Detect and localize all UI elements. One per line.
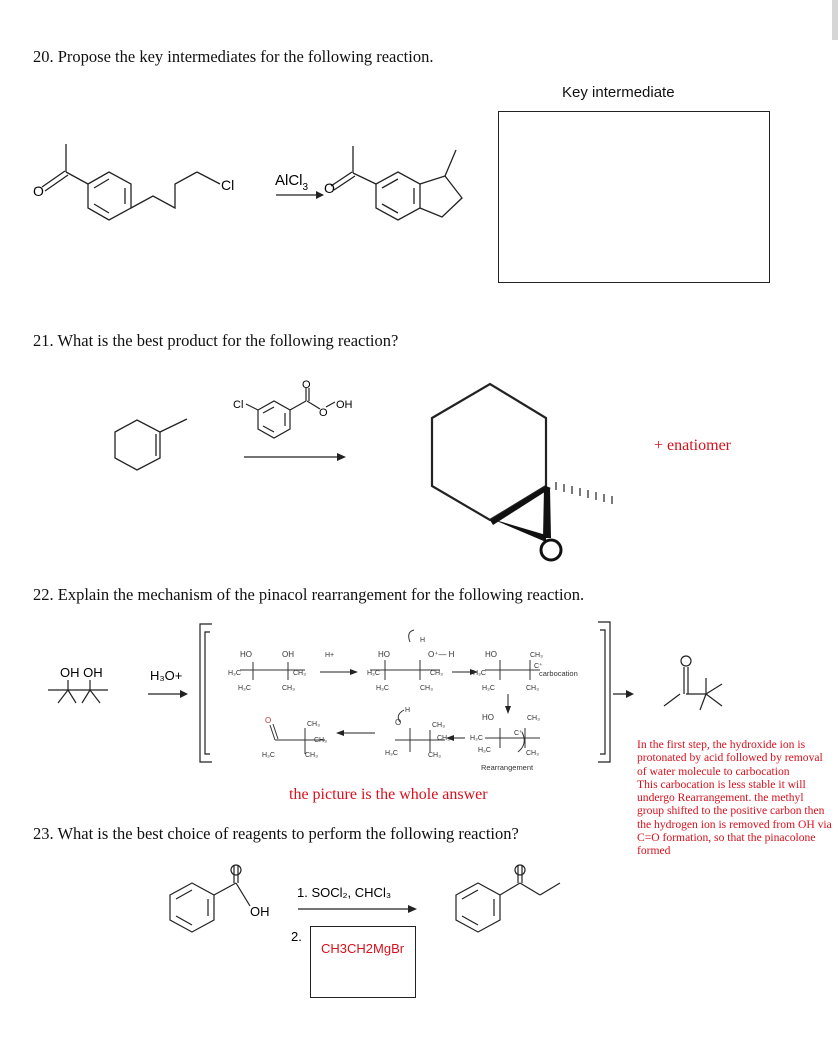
- q21-oh-group: OH: [336, 399, 353, 411]
- q21-methylcyclohexene: [115, 419, 187, 470]
- q23-step2: 2.: [291, 929, 302, 944]
- q23-propiophenone-product: [456, 866, 560, 932]
- svg-text:H: H: [420, 637, 426, 644]
- q22-pinacolone-product: [664, 667, 722, 710]
- svg-text:CH₃: CH₃: [526, 685, 539, 692]
- q22-rearranged-cation: [485, 728, 540, 752]
- svg-text:CH₃: CH₃: [430, 670, 443, 677]
- q22-diol-label: OH OH: [60, 665, 103, 680]
- svg-text:CH₃: CH₃: [305, 752, 318, 759]
- question-23-title: 23. What is the best choice of reagents to perform the following reaction?: [33, 824, 519, 843]
- svg-text:H₃C: H₃C: [376, 685, 389, 692]
- q20-o-atom: O: [33, 183, 44, 199]
- svg-text:H₃C: H₃C: [470, 735, 483, 742]
- svg-text:CH₃: CH₃: [420, 685, 433, 692]
- svg-text:H₃C: H₃C: [367, 670, 380, 677]
- question-21-title: 21. What is the best product for the following reaction?: [33, 331, 399, 350]
- q22-hplus-label: H+: [325, 652, 335, 659]
- q22-pinacol-diol: [48, 680, 108, 703]
- explanation-step-2: This carbocation is less stable it will undergo Rearrangement. the methyl group shifted to the positive carbon then the hydrogen ion is removed from OH via C=O formation, so that the pinacolone formed: [637, 777, 832, 858]
- svg-text:C⁺: C⁺: [514, 730, 523, 737]
- svg-text:C⁺: C⁺: [534, 663, 543, 670]
- q21-cl-atom: Cl: [233, 399, 244, 411]
- q22-right-bracket: [598, 622, 610, 762]
- svg-text:O: O: [395, 718, 402, 727]
- q21-carbonyl-o: O: [302, 379, 311, 391]
- q22-carbocation-label: carbocation: [539, 669, 578, 678]
- svg-text:CH₃: CH₃: [282, 685, 295, 692]
- q20-reagent-sub: 3: [302, 182, 309, 193]
- svg-text:H₃C: H₃C: [473, 670, 486, 677]
- question-20-title: 20. Propose the key intermediates for the following reaction.: [33, 47, 434, 66]
- svg-text:H₃C: H₃C: [385, 750, 398, 757]
- q20-cl-atom: Cl: [221, 177, 235, 193]
- svg-text:HO: HO: [378, 650, 390, 659]
- svg-text:CH₃: CH₃: [526, 750, 539, 757]
- svg-text:H₃C: H₃C: [482, 685, 495, 692]
- svg-text:CH₃: CH₃: [307, 721, 320, 728]
- q20-reactant-structure: [42, 144, 220, 220]
- q23-answer-text: CH3CH2MgBr: [321, 941, 405, 956]
- svg-text:H₃C: H₃C: [478, 747, 491, 754]
- svg-text:O: O: [265, 716, 272, 725]
- q23-oh-label: OH: [250, 904, 270, 919]
- svg-text:H₃C: H₃C: [238, 685, 251, 692]
- q21-epoxide-product: [432, 384, 612, 560]
- svg-text:CH₃: CH₃: [293, 670, 306, 677]
- q20-product-o-atom: O: [324, 180, 335, 196]
- svg-text:OH: OH: [282, 650, 294, 659]
- svg-text:H₃C: H₃C: [262, 752, 275, 759]
- q22-left-bracket: [200, 624, 212, 762]
- q20-reagent: [275, 172, 309, 193]
- q23-benzoic-derivative: [170, 866, 250, 932]
- svg-text:CH₃: CH₃: [437, 735, 450, 742]
- q22-oxonium-intermediate: [395, 710, 445, 752]
- svg-text:CH₃: CH₃: [428, 752, 441, 759]
- enantiomer-note: + enatiomer: [654, 437, 731, 454]
- svg-text:CH₃: CH₃: [527, 715, 540, 722]
- key-intermediate-label: Key intermediate: [562, 84, 675, 101]
- svg-text:H₃C: H₃C: [228, 670, 241, 677]
- svg-text:H: H: [405, 707, 411, 714]
- svg-text:CH₃: CH₃: [432, 722, 445, 729]
- q22-rearrangement-label: Rearrangement: [481, 763, 534, 772]
- mechanism-explanation: [637, 738, 833, 858]
- svg-text:HO: HO: [485, 650, 497, 659]
- question-22-title: 22. Explain the mechanism of the pinacol rearrangement for the following reaction.: [33, 585, 585, 604]
- svg-text:HO: HO: [482, 713, 494, 722]
- q23-answer-box[interactable]: [310, 926, 416, 998]
- q20-product-structure: [331, 146, 462, 220]
- explanation-step-1: In the first step, the hydroxide ion is protonated by acid followed by removal of water molecule to carbocation: [637, 738, 823, 778]
- answer-note: the picture is the whole answer: [289, 786, 488, 803]
- svg-text:O⁺— H: O⁺— H: [428, 650, 455, 659]
- svg-text:HO: HO: [240, 650, 252, 659]
- q20-reagent-main: AlCl: [275, 172, 303, 189]
- q23-step1: 1. SOCl₂, CHCl₃: [297, 885, 392, 900]
- q22-acid-label: H₃O+: [150, 668, 183, 683]
- q22-carbocation: [485, 660, 540, 680]
- svg-text:CH₃: CH₃: [530, 652, 543, 659]
- q21-peroxy-o: O: [319, 407, 328, 419]
- svg-text:CH₃: CH₃: [314, 737, 327, 744]
